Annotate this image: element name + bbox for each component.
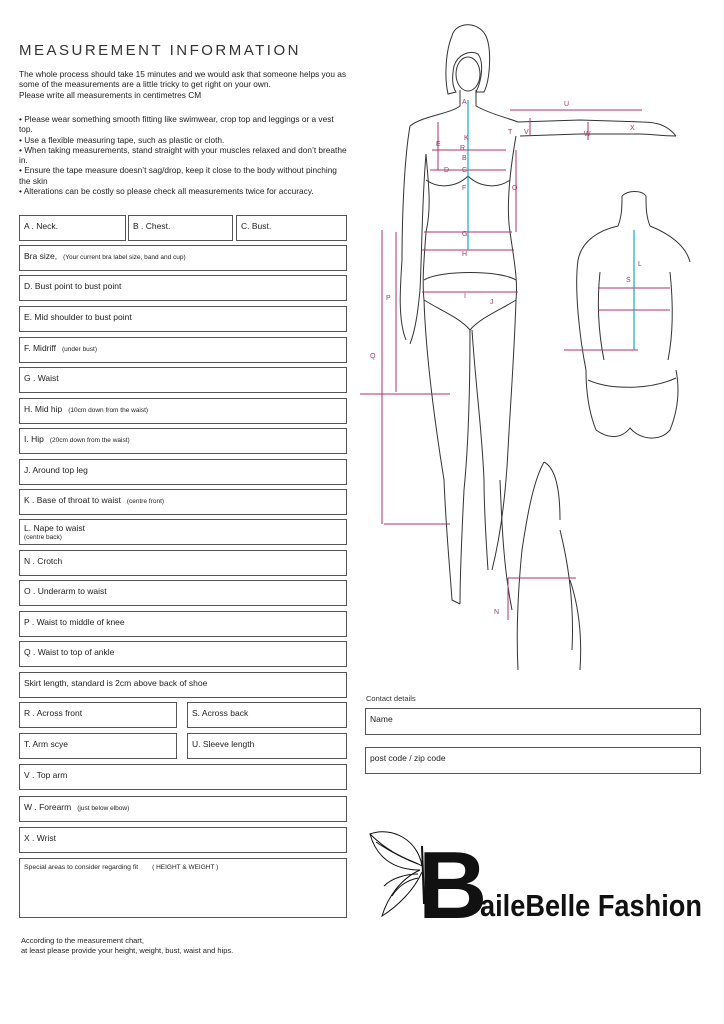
diagram-label-j: J — [490, 299, 494, 306]
diagram-label-w: W — [584, 131, 591, 138]
instruction-line: in. — [19, 155, 28, 166]
diagram-label-x: X — [630, 125, 635, 132]
special-areas-label: Special areas to consider regarding fit — [24, 864, 139, 871]
throat-waist-label: K . Base of throat to waist — [24, 495, 121, 505]
bra-size-field[interactable] — [19, 245, 347, 271]
bust-label: C. Bust. — [241, 221, 272, 231]
bailebelle-logo — [362, 826, 707, 939]
instruction-line: • Use a flexible measuring tape, such as plastic or cloth. — [19, 134, 225, 145]
diagram-label-g: G — [462, 231, 468, 238]
top-arm-field[interactable] — [19, 764, 347, 790]
waist-label: G . Waist — [24, 373, 59, 383]
crotch-label: N . Crotch — [24, 556, 63, 566]
instructions-list — [19, 114, 359, 196]
across-back-field[interactable] — [187, 702, 347, 728]
page-title: MEASUREMENT INFORMATION — [19, 42, 301, 59]
logo-initial: B — [418, 832, 488, 939]
bra-size-note: (Your current bra label size, band and cup) — [63, 254, 186, 261]
chest-label: B . Chest. — [133, 221, 171, 231]
intro-text — [19, 69, 359, 100]
instruction-line: top. — [19, 124, 33, 135]
underarm-waist-field[interactable] — [19, 580, 347, 606]
diagram-label-i: I — [464, 293, 466, 300]
diagram-label-u: U — [564, 101, 570, 108]
midriff-field[interactable] — [19, 337, 347, 363]
mid-hip-note: (10cm down from the waist) — [68, 407, 149, 414]
name-field[interactable] — [365, 708, 701, 735]
diagram-label-v: V — [524, 129, 529, 136]
diagram-label-c: C — [462, 167, 468, 174]
crotch-field[interactable] — [19, 550, 347, 576]
diagram-label-o: O — [512, 185, 518, 192]
diagram-label-q: Q — [370, 353, 376, 360]
throat-waist-note: (centre front) — [126, 498, 165, 505]
footer-note — [21, 936, 233, 955]
waist-ankle-label: Q . Waist to top of ankle — [24, 647, 115, 657]
diagram-label-l: L — [638, 261, 642, 268]
across-front-label: R . Across front — [24, 708, 83, 718]
diagram-label-b: B — [462, 155, 467, 162]
special-areas-note: ( HEIGHT & WEIGHT ) — [152, 864, 219, 871]
diagram-label-n: N — [494, 609, 500, 616]
diagram-label-f: F — [462, 185, 467, 192]
nape-waist-label: L. Nape to waist — [24, 523, 85, 533]
forearm-note: (just below elbow) — [77, 805, 130, 812]
shoulder-bust-field[interactable] — [19, 306, 347, 332]
diagram-label-e: E — [436, 141, 441, 148]
top-arm-label: V . Top arm — [24, 770, 68, 780]
waist-knee-label: P . Waist to middle of knee — [24, 617, 125, 627]
wrist-label: X . Wrist — [24, 833, 56, 843]
mid-hip-label: H. Mid hip — [24, 404, 63, 414]
intro-line: The whole process should take 15 minutes and we would ask that someone helps you as — [19, 69, 346, 79]
top-leg-label: J. Around top leg — [24, 465, 88, 475]
bust-point-field[interactable] — [19, 275, 347, 301]
instruction-line: • Please wear something smooth fitting like swimwear, crop top and leggings or a vest — [19, 114, 334, 124]
footer-line: at least please provide your height, weight, bust, waist and hips. — [21, 945, 234, 955]
hip-label: I. Hip — [24, 434, 44, 444]
postcode-label: post code / zip code — [370, 753, 446, 763]
special-areas-field[interactable] — [19, 858, 347, 918]
contact-heading: Contact details — [366, 694, 416, 703]
neck-label: A . Neck. — [24, 221, 59, 231]
hip-field[interactable] — [19, 428, 347, 454]
bra-size-label: Bra size, — [24, 251, 58, 261]
waist-knee-field[interactable] — [19, 611, 347, 637]
logo-name: aileBelle Fashion — [480, 888, 702, 923]
top-leg-field[interactable] — [19, 459, 347, 485]
bust-field[interactable] — [236, 215, 347, 241]
diagram-label-d: D — [444, 167, 450, 174]
diagram-label-r: R — [460, 145, 466, 152]
chest-field[interactable] — [128, 215, 233, 241]
diagram-label-t: T — [508, 129, 513, 136]
forearm-field[interactable] — [19, 796, 347, 822]
diagram-label-p: P — [386, 295, 391, 302]
arm-scye-field[interactable] — [19, 733, 177, 759]
diagram-label-a: A — [462, 99, 467, 106]
nape-waist-field[interactable] — [19, 519, 347, 545]
midriff-label: F. Midriff — [24, 343, 56, 353]
skirt-length-label: Skirt length, standard is 2cm above back of shoe — [24, 678, 208, 688]
throat-waist-field[interactable] — [19, 489, 347, 515]
bust-point-label: D. Bust point to bust point — [24, 281, 122, 291]
intro-line: Please write all measurements in centimetres CM — [19, 89, 202, 100]
sleeve-length-field[interactable] — [187, 733, 347, 759]
underarm-waist-label: O . Underarm to waist — [24, 586, 107, 596]
shoulder-bust-label: E. Mid shoulder to bust point — [24, 312, 132, 322]
diagram-label-h: H — [462, 251, 468, 258]
forearm-label: W . Forearm — [24, 802, 72, 812]
footer-line: According to the measurement chart, — [21, 936, 144, 945]
instruction-line: • Ensure the tape measure doesn’t sag/drop, keep it close to the body without pinching — [19, 165, 337, 176]
waist-field[interactable] — [19, 367, 347, 393]
skirt-length-field[interactable] — [19, 672, 347, 698]
instruction-line: • Alterations can be costly so please check all measurements twice for accuracy. — [19, 186, 314, 197]
diagram-label-k: K — [464, 135, 469, 142]
postcode-field[interactable] — [365, 747, 701, 774]
midriff-note: (under bust) — [61, 346, 98, 353]
intro-line: some of the measurements are a little tricky to get right on your own. — [19, 79, 271, 90]
hip-note: (20cm down from the waist) — [49, 437, 130, 444]
instruction-line: the skin — [19, 175, 48, 186]
waist-ankle-field[interactable] — [19, 641, 347, 667]
wrist-field[interactable] — [19, 827, 347, 853]
diagram-label-s: S — [626, 277, 631, 284]
across-front-field[interactable] — [19, 702, 177, 728]
neck-field[interactable] — [19, 215, 126, 241]
instruction-line: • When taking measurements, stand straight with your muscles relaxed and don’t breathe — [19, 144, 347, 155]
mid-hip-field[interactable] — [19, 398, 347, 424]
across-back-label: S. Across back — [192, 708, 249, 718]
sleeve-length-label: U. Sleeve length — [192, 739, 255, 749]
arm-scye-label: T. Arm scye — [24, 739, 68, 749]
name-label: Name — [370, 714, 393, 724]
butterfly-icon — [370, 832, 424, 916]
measurement-figure-illustration — [360, 10, 724, 690]
nape-waist-note: (centre back) — [24, 534, 62, 541]
